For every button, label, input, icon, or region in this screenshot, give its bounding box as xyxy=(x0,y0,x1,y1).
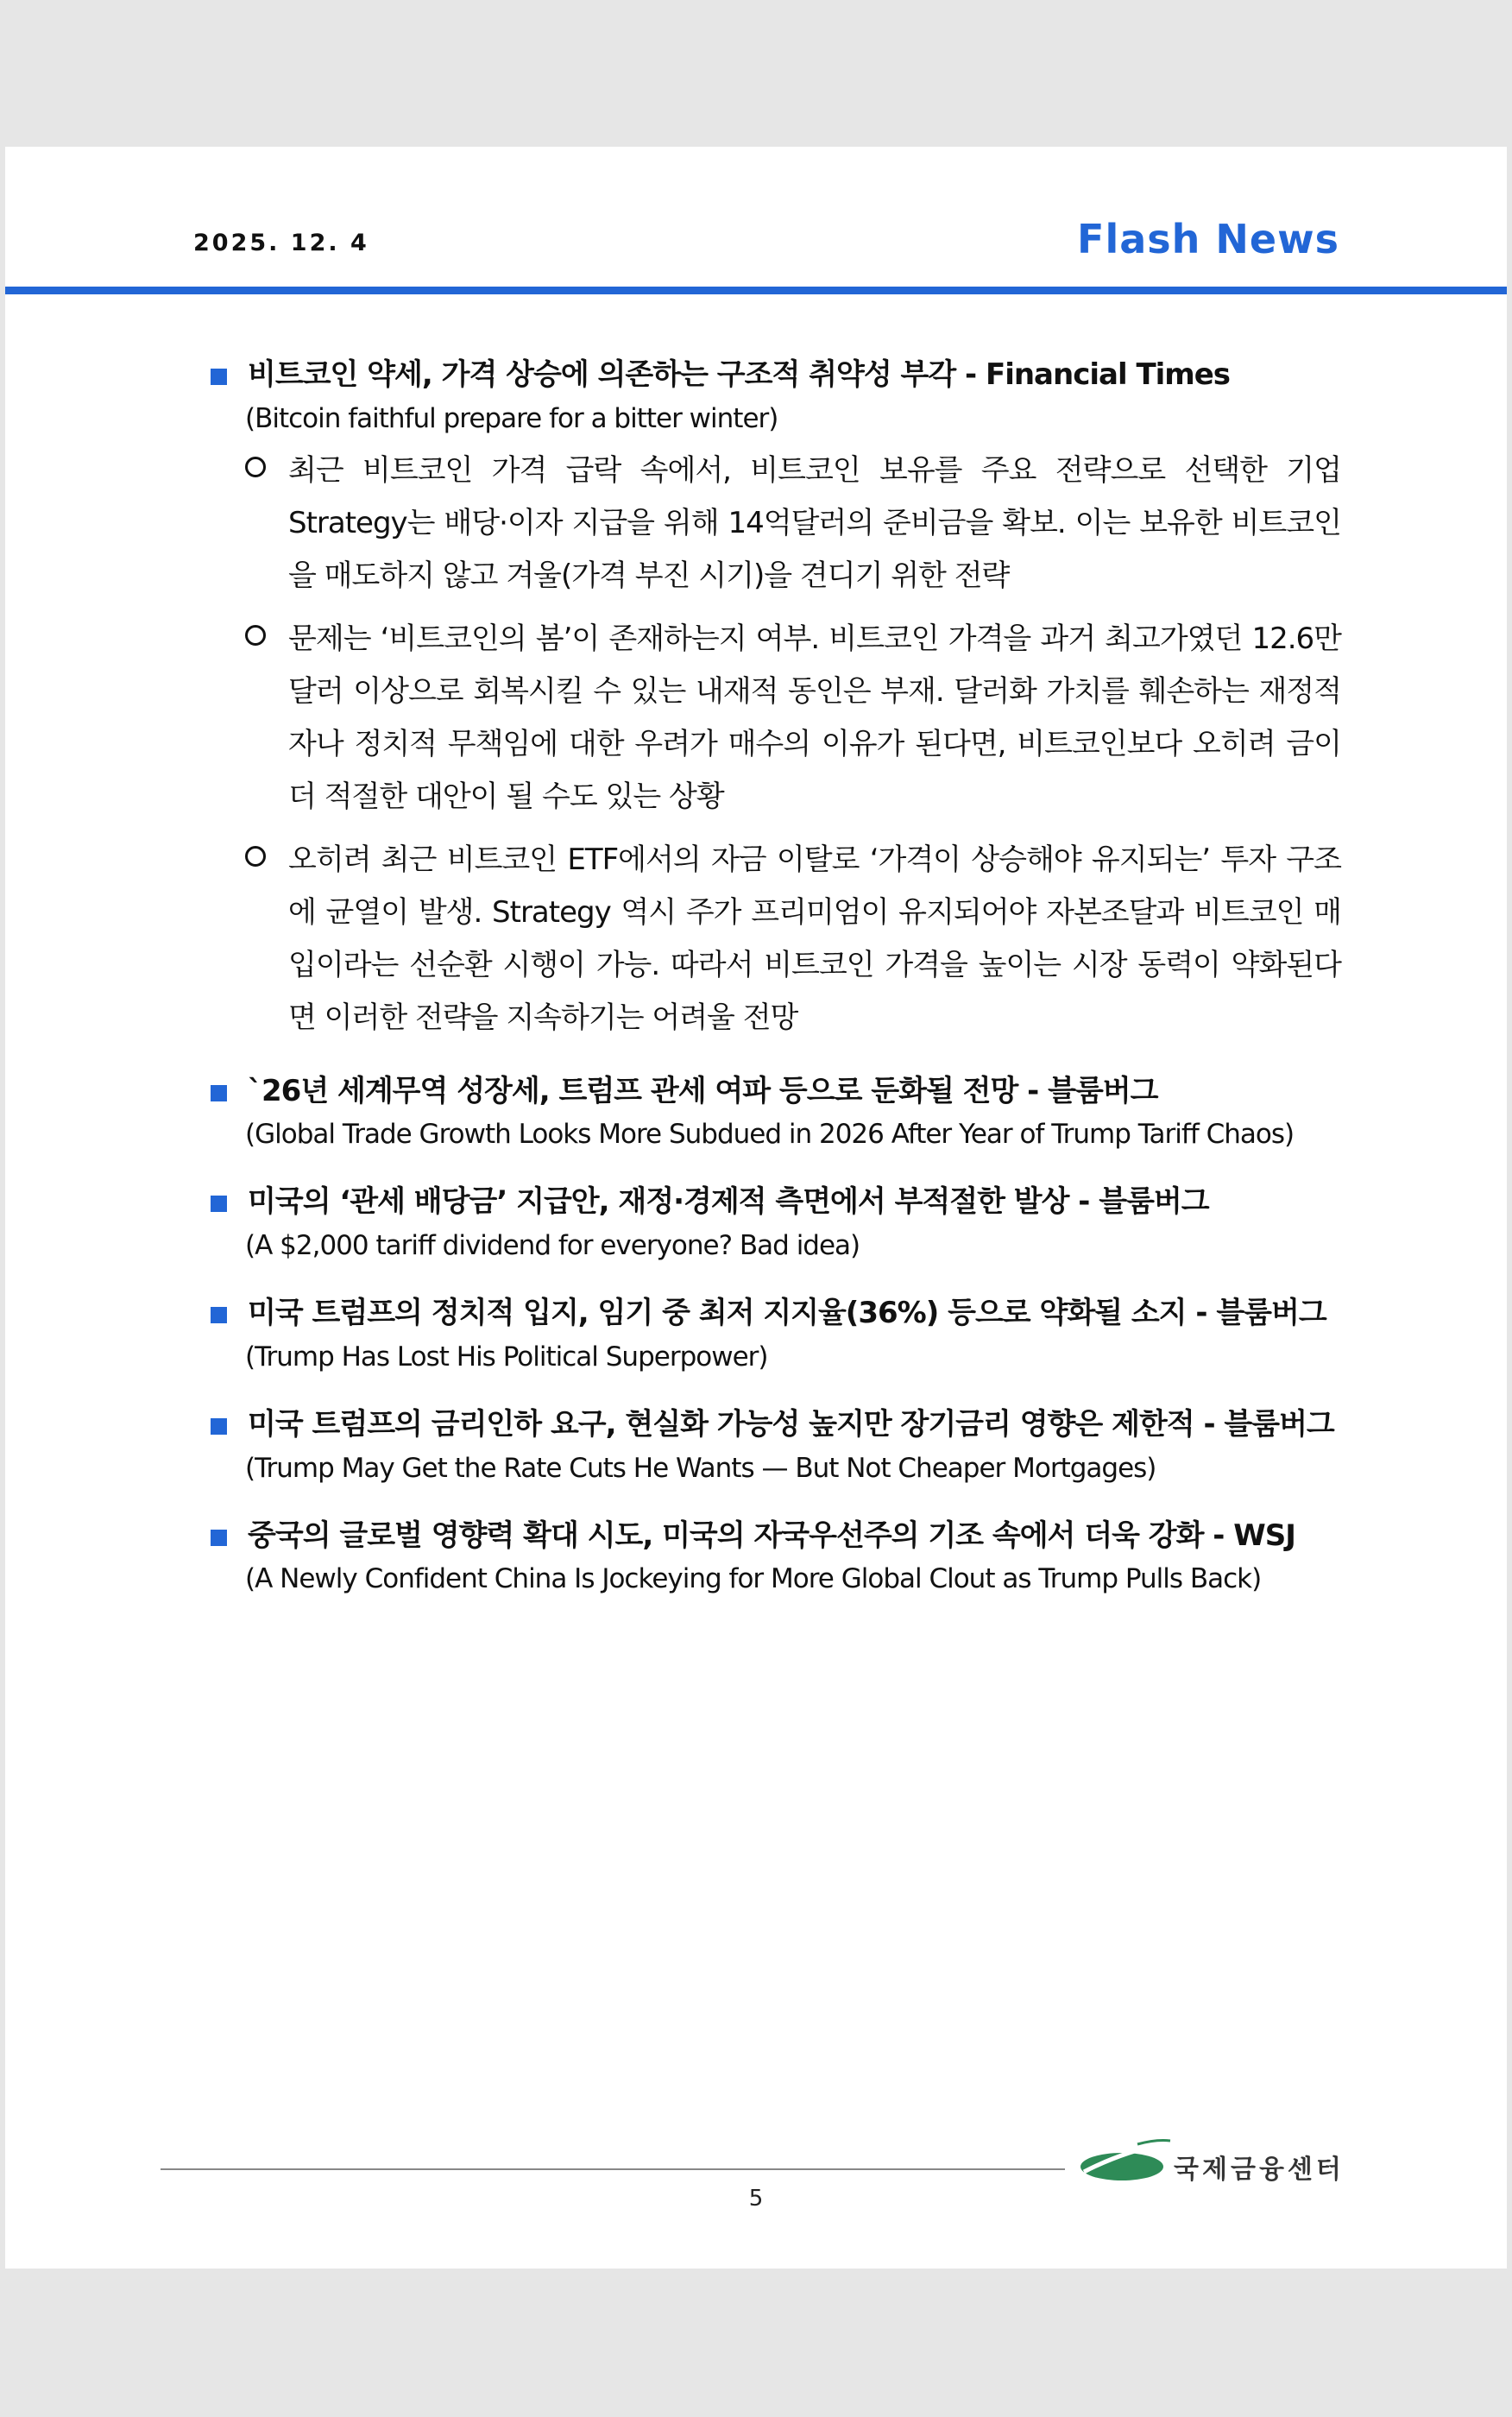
news-item xyxy=(204,1402,1343,1489)
document-page xyxy=(5,147,1507,2269)
news-source-title: (Global Trade Growth Looks More Subdued in 2026 After Year of Trump Tariff Chaos) xyxy=(245,1119,1295,1151)
news-list xyxy=(204,352,1343,1624)
news-point xyxy=(245,834,1343,1044)
report-brand: Flash News xyxy=(1077,216,1339,262)
news-title-text: 미국의 ‘관세 배당금’ 지급안, 재정·경제적 측면에서 부적절한 발상 - 블룸버그 xyxy=(248,1184,1209,1220)
news-title-text: 비트코인 약세, 가격 상승에 의존하는 구조적 취약성 부각 - Financial Times xyxy=(248,357,1231,392)
news-point-text: 오히려 최근 비트코인 ETF에서의 자금 이탈로 ‘가격이 상승해야 유지되는’ 투자 구조에 균열이 발생. Strategy 역시 주가 프리미엄이 유지되어야 자본조달과 비트코인 매입이라는 선순환 시행이 가능. 따라서 비트코인 가격을 높이는 시장 동력이 약화된다면 이러한 전략을 지속하기는 어려울 전망 xyxy=(288,842,1341,1035)
news-title-text: `26년 세계무역 성장세, 트럼프 관세 여파 등으로 둔화될 전망 - 블룸버그 xyxy=(248,1073,1158,1108)
page-number: 5 xyxy=(748,2186,764,2212)
news-source-title: (Bitcoin faithful prepare for a bitter winter) xyxy=(245,402,778,434)
news-item xyxy=(204,1513,1343,1600)
circle-bullet-icon xyxy=(245,625,266,646)
square-bullet-icon xyxy=(211,1418,227,1435)
news-title-text: 중국의 글로벌 영향력 확대 시도, 미국의 자국우선주의 기조 속에서 더욱 강화 - WSJ xyxy=(248,1518,1295,1553)
square-bullet-icon xyxy=(211,369,227,385)
news-point-text: 문제는 ‘비트코인의 봄’이 존재하는지 여부. 비트코인 가격을 과거 최고가였던 12.6만 달러 이상으로 회복시킬 수 있는 내재적 동인은 부재. 달러화 가치를 훼손하는 재정적자나 정치적 무책임에 대한 우려가 매수의 이유가 된다면, 비트코인보다 오히려 금이 더 적절한 대안이 될 수도 있는 상황 xyxy=(288,621,1341,814)
news-points xyxy=(204,445,1343,1044)
kcif-logo-icon xyxy=(1077,2137,1181,2186)
news-title xyxy=(204,1179,1343,1225)
footer-divider xyxy=(161,2168,1065,2170)
news-title xyxy=(204,1513,1343,1559)
news-source-title: (A Newly Confident China Is Jockeying for More Global Clout as Trump Pulls Back) xyxy=(245,1563,1262,1595)
news-title xyxy=(204,1291,1343,1336)
news-source-title: (Trump Has Lost His Political Superpower) xyxy=(245,1341,768,1373)
report-date: 2025. 12. 4 xyxy=(193,230,369,256)
news-item xyxy=(204,1179,1343,1266)
news-point-text: 최근 비트코인 가격 급락 속에서, 비트코인 보유를 주요 전략으로 선택한 기업 Strategy는 배당·이자 지급을 위해 14억달러의 준비금을 확보. 이는 보유한 비트코인을 매도하지 않고 겨울(가격 부진 시기)을 견디기 위한 전략 xyxy=(288,452,1341,593)
news-point xyxy=(245,445,1343,603)
news-source-title: (Trump May Get the Rate Cuts He Wants — But Not Cheaper Mortgages) xyxy=(245,1452,1156,1484)
circle-bullet-icon xyxy=(245,846,266,867)
circle-bullet-icon xyxy=(245,457,266,477)
news-source-title: (A $2,000 tariff dividend for everyone? Bad idea) xyxy=(245,1230,860,1262)
news-title xyxy=(204,1402,1343,1448)
news-item xyxy=(204,1291,1343,1378)
news-title xyxy=(204,1069,1343,1114)
header-divider xyxy=(5,287,1507,294)
news-item xyxy=(204,352,1343,1044)
organization-name: 국제금융센터 xyxy=(1174,2155,1345,2185)
square-bullet-icon xyxy=(211,1530,227,1546)
square-bullet-icon xyxy=(211,1307,227,1323)
news-title xyxy=(204,352,1343,398)
square-bullet-icon xyxy=(211,1196,227,1212)
news-title-text: 미국 트럼프의 금리인하 요구, 현실화 가능성 높지만 장기금리 영향은 제한적 - 블룸버그 xyxy=(248,1406,1334,1442)
square-bullet-icon xyxy=(211,1085,227,1101)
news-point xyxy=(245,613,1343,824)
news-item xyxy=(204,1069,1343,1156)
news-title-text: 미국 트럼프의 정치적 입지, 임기 중 최저 지지율(36%) 등으로 약화될 소지 - 블룸버그 xyxy=(248,1296,1326,1331)
